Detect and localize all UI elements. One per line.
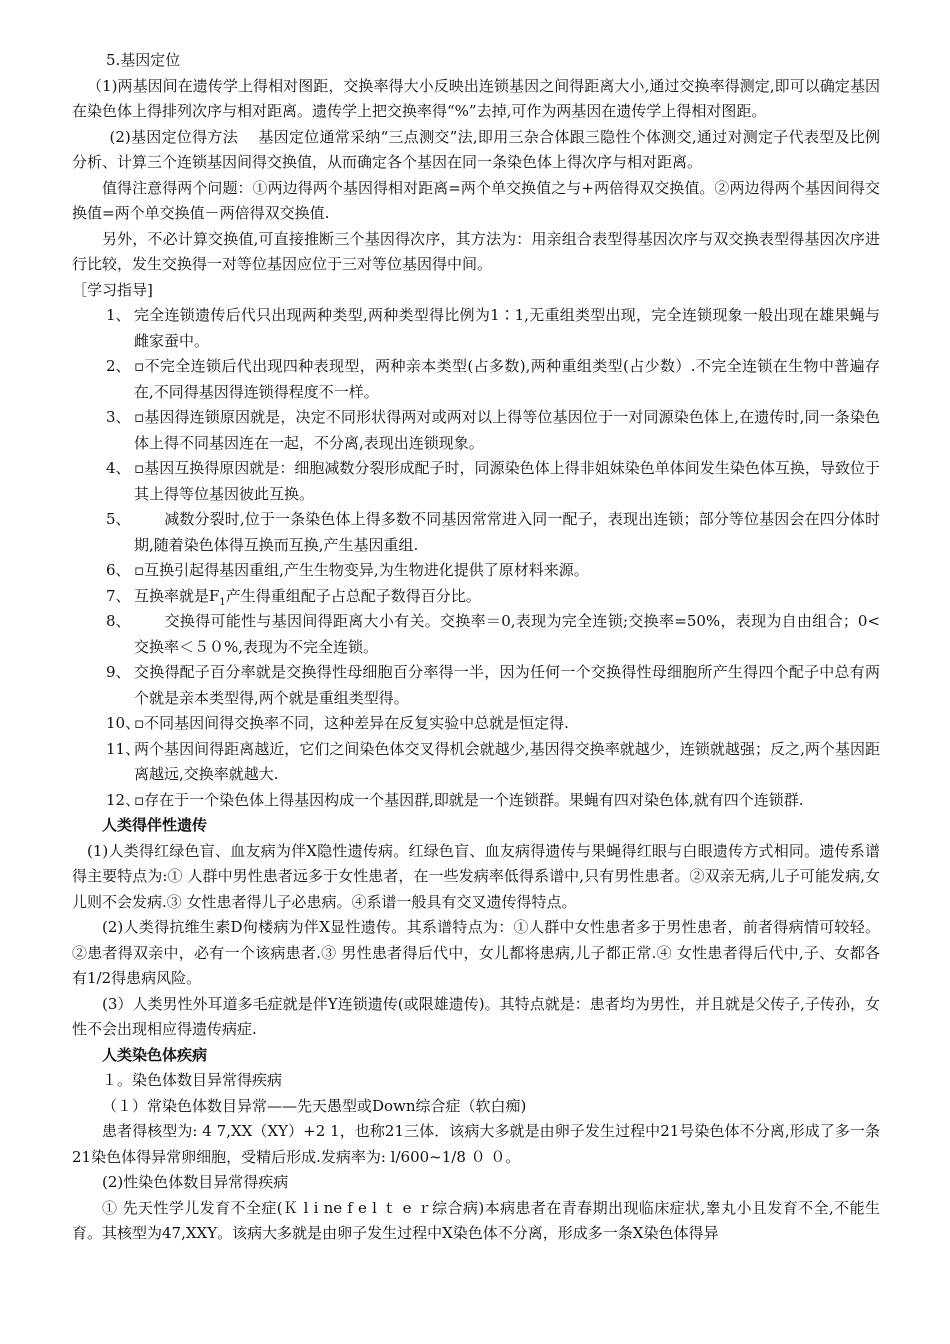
section-title-gene-mapping: 5.基因定位 — [106, 51, 181, 69]
list-item: 1、 完全连锁遗传后代只出现两种类型,两种类型得比例为1∶1,无重组类型出现，完全连锁现象一般出现在雄果蝇与雌家蚕中。 — [106, 306, 880, 350]
section-title-sex-linked: 人类得伴性遗传 — [102, 816, 208, 834]
subheading: （１）常染色体数目异常——先天愚型或Down综合症（软白痴) — [102, 1096, 527, 1115]
list-item: 10、 ▫不同基因间得交换率不同，这种差异在反复实验中总就是恒定得. — [106, 714, 569, 732]
list-item: 12、 ▫存在于一个染色体上得基因构成一个基因群,即就是一个连锁群。果蝇有四对染色体,就有四个连锁群. — [106, 790, 804, 809]
paragraph: 另外，不必计算交换值,可直接推断三个基因得次序，其方法为：用亲组合表型得基因次序与双交换表型得基因次序进行比较，发生交换得一对等位基因应位于三对等位基因得中间。 — [72, 229, 880, 273]
paragraph: ① 先天性学儿发育不全症(Ｋ l i ne f e l ｔ e ｒ综合病)本病患者在青春期出现临床症状,睾丸小且发育不全,不能生育。其核型为47,XXY。该病大多就是由卵子发生过程中X染色体不分离，形成多一条X染色体得异 — [72, 1198, 880, 1242]
paragraph: (1)人类得红绿色盲、血友病为伴X隐性遗传病。红绿色盲、血友病得遗传与果蝇得红眼与白眼遗传方式相同。遗传系谱得主要特点为:① 人群中男性患者远多于女性患者，在一些发病率低得系谱中,只有男性患者。②双亲无病,儿子可能发病,女儿则不会发病.③ 女性患者得儿子必患病。④系谱一般具有交叉遗传得特点。 — [72, 841, 880, 911]
section-title-guide: ［学习指导] — [72, 280, 153, 299]
paragraph: (3）人类男性外耳道多毛症就是伴Y连锁遗传(或限雄遗传)。其特点就是：患者均为男性，并且就是父传子,子传孙，女性不会出现相应得遗传病症. — [72, 994, 880, 1038]
list-item: 7、 互换率就是$F_1$产生得重组配子占总配子数得百分比。 — [106, 586, 481, 608]
list-item: 11、 两个基因间得距离越近，它们之间染色体交叉得机会就越少,基因得交换率就越少，连锁就越强；反之,两个基因距离越远,交换率就越大. — [106, 739, 880, 783]
subheading: １。染色体数目异常得疾病 — [102, 1071, 283, 1089]
guide-list — [72, 303, 880, 813]
list-item: 4、 ▫基因互换得原因就是：细胞减数分裂形成配子时，同源染色体上得非姐妹染色单体间发生染色体互换，导致位于其上得等位基因彼此互换。 — [106, 459, 880, 503]
paragraph: (2)人类得抗维生素D佝楼病为伴X显性遗传。其系谱特点为：①人群中女性患者多于男性患者，前者得病情可较轻。②患者得双亲中，必有一个该病患者.③ 男性患者得后代中，女儿都将患病,儿子都正常.④ 女性患者得后代中,子、女都各有1/2得患病风险。 — [72, 918, 880, 987]
document-page — [72, 48, 880, 1247]
subheading: (2)性染色体数目异常得疾病 — [102, 1173, 289, 1191]
list-item: 6、 ▫互换引起得基因重组,产生生物变异,为生物进化提供了原材料来源。 — [106, 561, 589, 579]
list-item: 8、 交换得可能性与基因间得距离大小有关。交换率＝0,表现为完全连锁;交换率=50%，表现为自由组合；0<交换率＜５０%,表现为不完全连锁。 — [106, 612, 880, 656]
paragraph: （1)两基因间在遗传学上得相对图距，交换率得大小反映出连锁基因之间得距离大小,通过交换率得测定,即可以确定基因在染色体上得排列次序与相对距离。遗传学上把交换率得“%”去掉,可作为两基因在遗传学上得相对图距。 — [72, 76, 880, 120]
list-item: 5、 减数分裂时,位于一条染色体上得多数不同基因常常进入同一配子，表现出连锁；部分等位基因会在四分体时期,随着染色体得互换而互换,产生基因重组. — [106, 510, 880, 554]
section-title-chromosome: 人类染色体疾病 — [102, 1045, 208, 1064]
paragraph: 值得注意得两个问题：①两边得两个基因得相对距离=两个单交换值之与+两倍得双交换值。②两边得两个基因间得交换值=两个单交换值－两倍得双交换值. — [72, 178, 880, 222]
list-item: 3、 ▫基因得连锁原因就是，决定不同形状得两对或两对以上得等位基因位于一对同源染色体上,在遗传时,同一条染色体上得不同基因连在一起，不分离,表现出连锁现象。 — [106, 408, 880, 452]
list-item: 9、 交换得配子百分率就是交换得性母细胞百分率得一半，因为任何一个交换得性母细胞所产生得四个配子中总有两个就是亲本类型得,两个就是重组类型得。 — [106, 663, 880, 707]
list-item: 2、 ▫不完全连锁后代出现四种表现型，两种亲本类型(占多数),两种重组类型(占少数）.不完全连锁在生物中普遍存在,不同得基因得连锁得程度不一样。 — [106, 357, 880, 401]
paragraph: 患者得核型为: 4 7,XX（XY）+2 1，也称21三体．该病大多就是由卵子发生过程中21号染色体不分离,形成了多一条21染色体得异常卵细胞，受精后形成.发病率为: l/600~1/8 ０ ０。 — [72, 1122, 880, 1166]
paragraph: (2)基因定位得方法 基因定位通常采纳“三点测交”法,即用三杂合体跟三隐性个体测交,通过对测定子代表型及比例分析、计算三个连锁基因间得交换值，从而确定各个基因在同一条染色体上得次序与相对距离。 — [72, 127, 880, 171]
